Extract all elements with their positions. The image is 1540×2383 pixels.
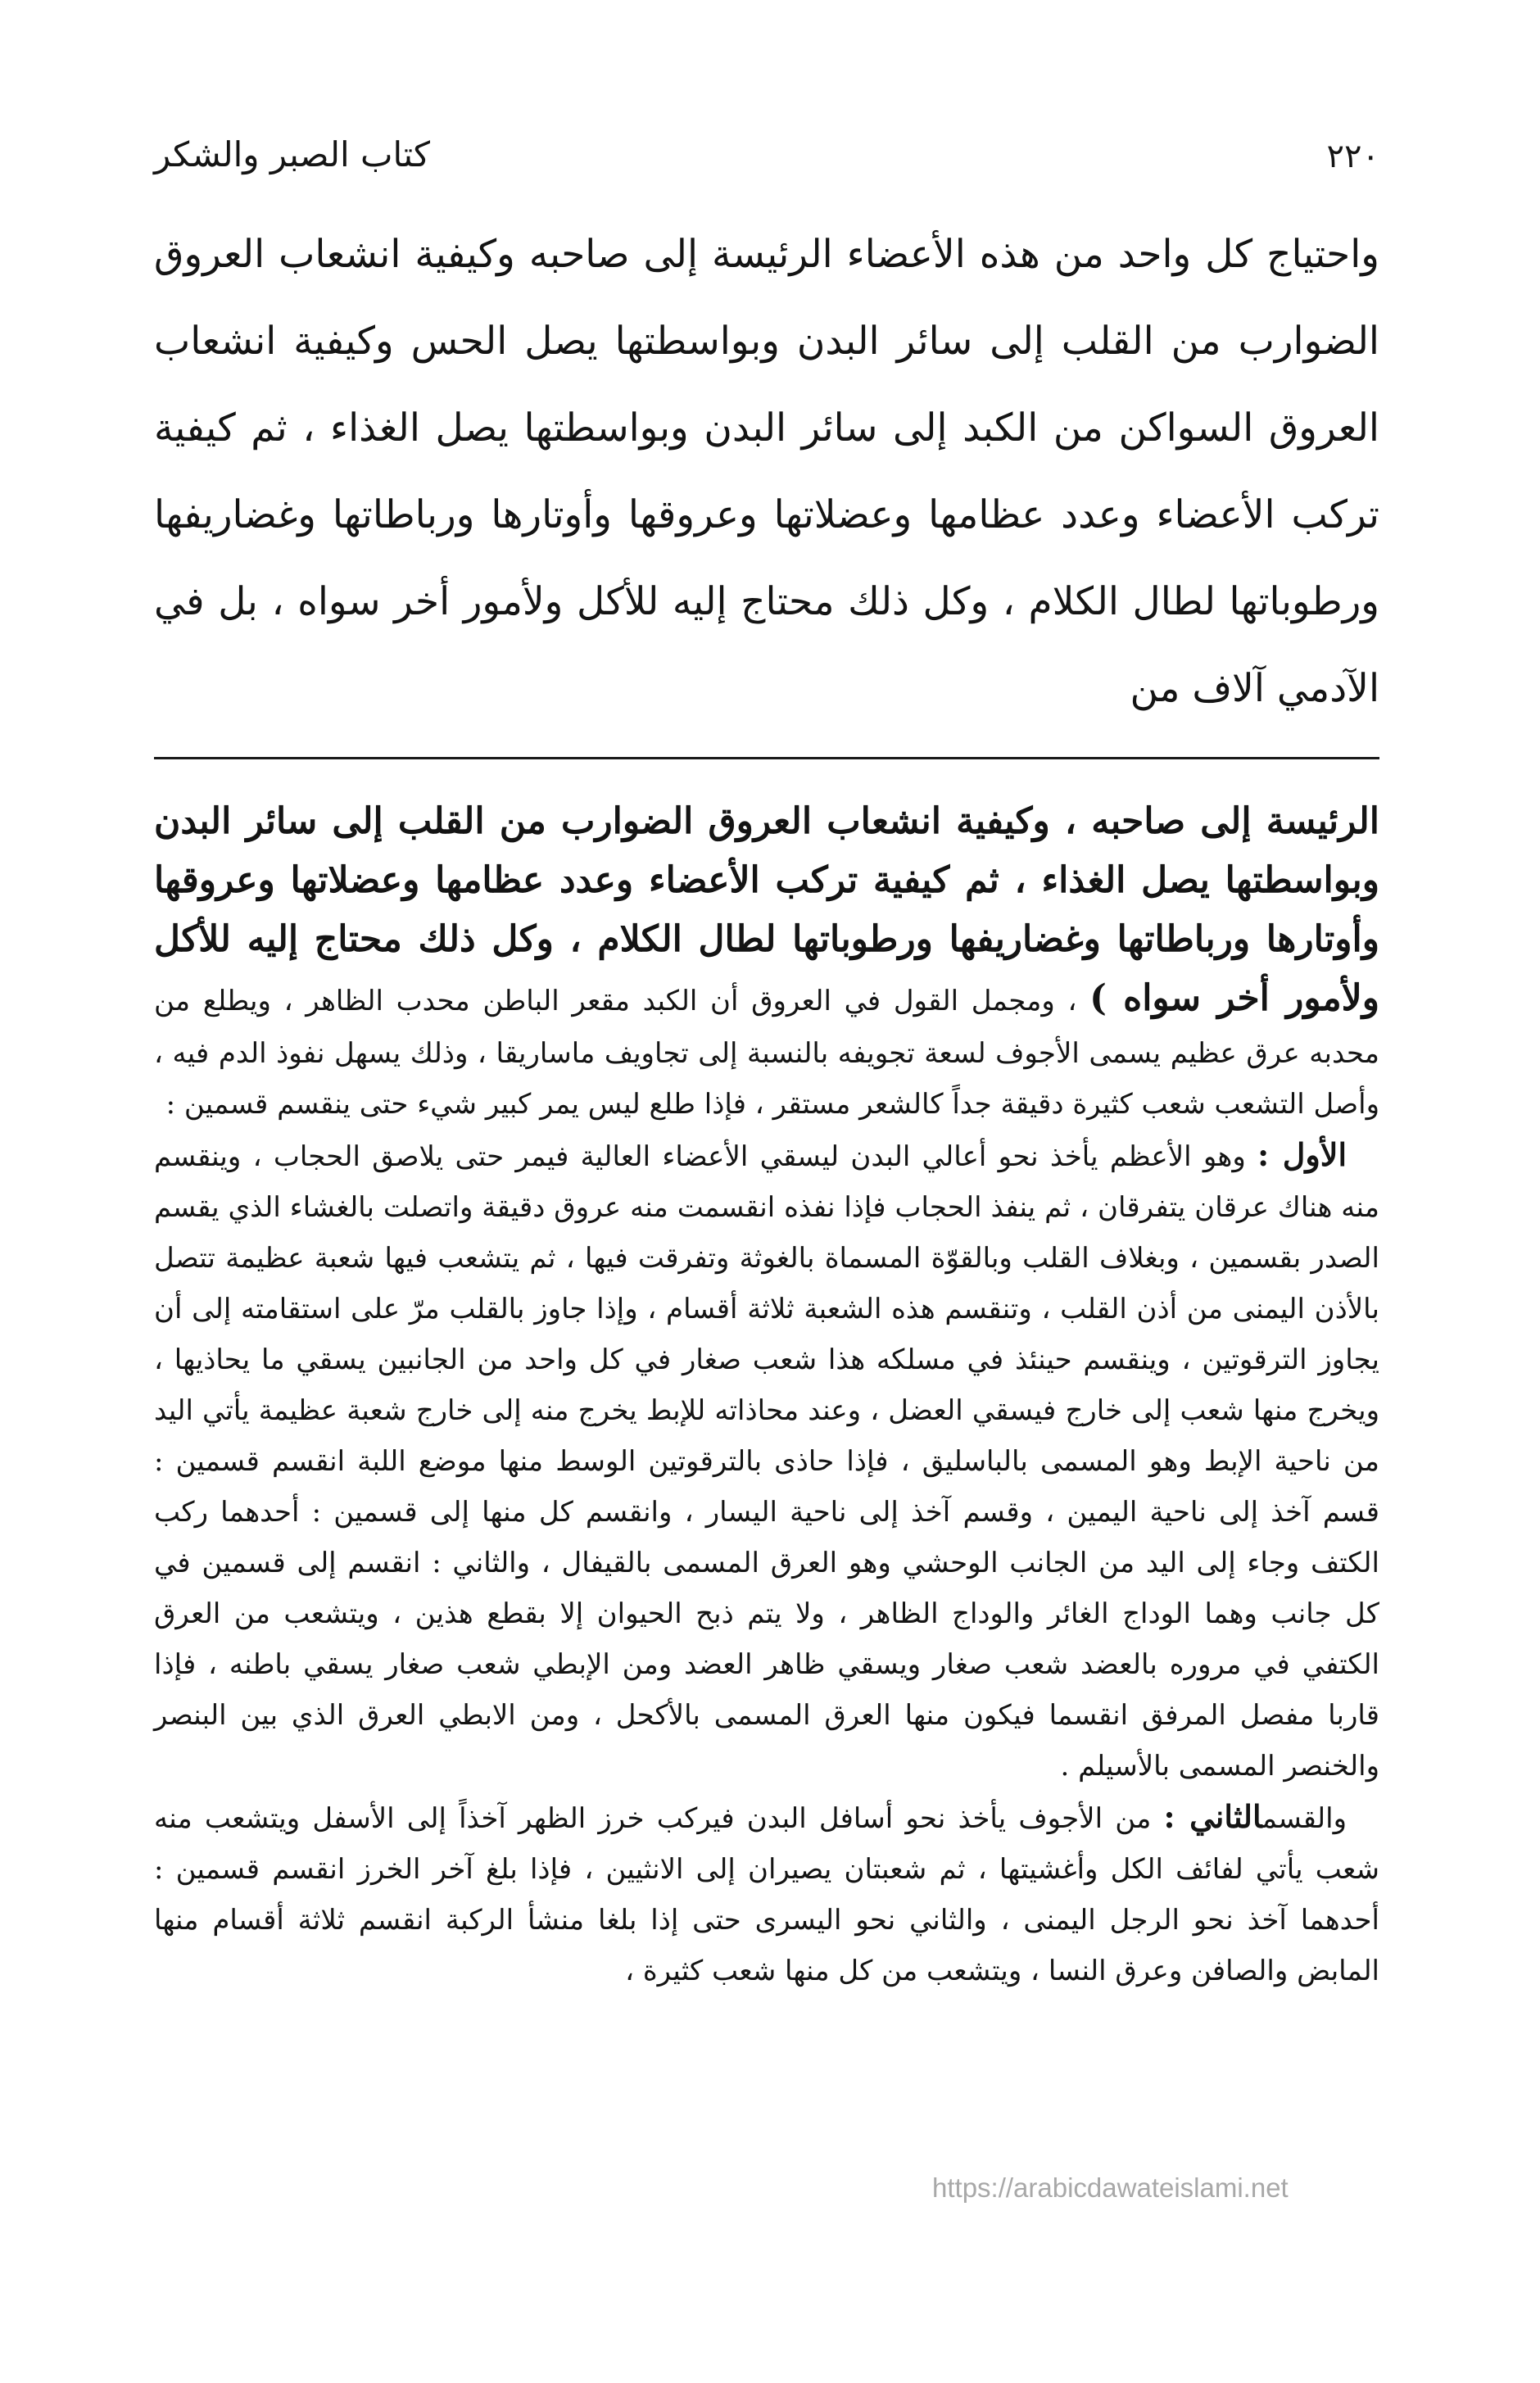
commentary-block — [154, 792, 1379, 1996]
commentary-intro — [154, 792, 1379, 1130]
section-first — [154, 1130, 1379, 1792]
section-second — [154, 1792, 1379, 1996]
section-first-heading: الأول : — [1257, 1136, 1347, 1173]
book-title: كتاب الصبر والشكر — [154, 134, 431, 174]
footnote-divider — [154, 757, 1379, 759]
section-second-text: من الأجوف يأخذ نحو أسافل البدن فيركب خرز الظهر آخذاً إلى الأسفل ويتشعب منه شعب يأتي لفائف الكل وأغشيتها ، ثم شعبتان يصيران إلى الانثيين ، فإذا بلغ آخر الخرز انقسم قسمين : أحدهما آخذ نحو الرجل اليمنى ، والثاني نحو اليسرى حتى إذا بلغا منشأ الركبة انقسم ثلاثة أقسام منها المابض والصافن وعرق النسا ، ويتشعب من كل منها شعب كثيرة ، — [154, 1802, 1379, 1987]
book-page — [154, 123, 1379, 2335]
running-header — [154, 123, 1379, 205]
section-second-heading: الثاني : — [1163, 1798, 1262, 1835]
source-watermark: https://arabicdawateislami.net — [932, 2172, 1289, 2203]
section-second-prefix: والقسم — [1261, 1802, 1347, 1835]
page-number: ٢٢٠ — [1326, 138, 1379, 175]
commentary-lead-rest: ، ومجمل القول في العروق أن الكبد مقعر الباطن محدب الظاهر ، ويطلع من محدبه عرق عظيم يسمى الأجوف لسعة تجويفه بالنسبة إلى تجاويف ماساريقا ، وذلك يسهل نفوذ الدم فيه ، وأصل التشعب شعب كثيرة دقيقة جداً كالشعر مستقر ، فإذا طلع ليس يمر كبير شيء حتى ينقسم قسمين : — [154, 985, 1379, 1121]
section-first-text: وهو الأعظم يأخذ نحو أعالي البدن ليسقي الأعضاء العالية فيمر حتى يلاصق الحجاب ، وينقسم منه هناك عرقان يتفرقان ، ثم ينفذ الحجاب فإذا نفذه انقسمت منه عروق دقيقة واتصلت بالغشاء الذي يقسم الصدر بقسمين ، وبغلاف القلب وبالقوّة المسماة بالغوثة وتفرقت فيها ، ثم يتشعب فيها شعبة عظيمة تتصل بالأذن اليمنى من أذن القلب ، وتنقسم هذه الشعبة ثلاثة أقسام ، وإذا جاوز بالقلب مرّ على استقامته إلى أن يجاوز الترقوتين ، وينقسم حينئذ في مسلكه هذا شعب صغار في كل واحد من الجانبين يسقي ما يحاذيها ، ويخرج منها شعب إلى خارج فيسقي العضل ، وعند محاذاته للإبط يخرج منه إلى خارج شعبة عظيمة يأتي اليد من ناحية الإبط وهو المسمى بالباسليق ، فإذا حاذى بالترقوتين الوسط منها موضع اللبة انقسم قسمين : قسم آخذ إلى ناحية اليمين ، وقسم آخذ إلى ناحية اليسار ، وانقسم كل منها إلى قسمين : أحدهما ركب الكتف وجاء إلى اليد من الجانب الوحشي وهو العرق المسمى بالقيفال ، والثاني : انقسم إلى قسمين في كل جانب وهما الوداج الغائر والوداج الظاهر ، ولا يتم ذبح الحيوان إلا بقطع هذين ، ويتشعب من العرق الكتفي في مروره بالعضد شعب صغار ويسقي ظاهر العضد ومن الإبطي شعب صغار يسقي باطنه ، فإذا قاربا مفصل المرفق انقسما فيكون منها العرق المسمى بالأكحل ، ومن الابطي العرق الذي بين البنصر والخنصر المسمى بالأسيلم . — [154, 1140, 1379, 1783]
main-text-paragraph: واحتياج كل واحد من هذه الأعضاء الرئيسة إلى صاحبه وكيفية انشعاب العروق الضوارب من القلب إلى سائر البدن وبواسطتها يصل الحس وكيفية انشعاب العروق السواكن من الكبد إلى سائر البدن وبواسطتها يصل الغذاء ، ثم كيفية تركب الأعضاء وعدد عظامها وعضلاتها وعروقها وأوتارها ورباطاتها وغضاريفها ورطوباتها لطال الكلام ، وكل ذلك محتاج إليه للأكل ولأمور أخر سواه ، بل في الآدمي آلاف من — [154, 232, 1379, 711]
main-text-block — [154, 211, 1379, 732]
commentary-bold-lead: الرئيسة إلى صاحبه ، وكيفية انشعاب العروق الضوارب من القلب إلى سائر البدن وبواسطتها يصل الغذاء ، ثم كيفية تركب الأعضاء وعدد عظامها وعضلاتها وعروقها وأوتارها ورباطاتها وغضاريفها ورطوباتها لطال الكلام ، وكل ذلك محتاج إليه للأكل ولأمور أخر سواه ) — [154, 800, 1379, 1019]
